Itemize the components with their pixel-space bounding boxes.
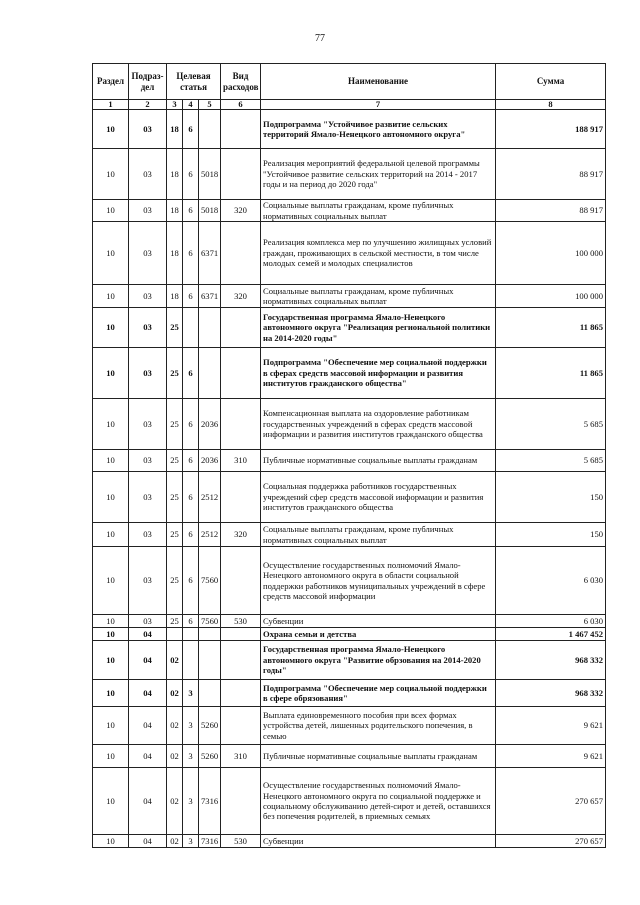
- podrazdel-cell: 04: [129, 628, 167, 641]
- celevaya-part1-cell: 25: [167, 348, 183, 399]
- celevaya-part1-cell: 25: [167, 399, 183, 450]
- podrazdel-cell: 04: [129, 707, 167, 745]
- razdel-cell: 10: [93, 348, 129, 399]
- razdel-cell: 10: [93, 285, 129, 308]
- celevaya-part3-cell: 2036: [199, 399, 221, 450]
- celevaya-part1-cell: 18: [167, 222, 183, 285]
- table-row: [93, 285, 606, 308]
- celevaya-part3-cell: 7316: [199, 768, 221, 835]
- vid-rashodov-cell: [221, 348, 261, 399]
- summa-cell: 88 917: [496, 149, 606, 200]
- summa-cell: 270 657: [496, 835, 606, 848]
- podrazdel-cell: 03: [129, 523, 167, 547]
- header-row: [93, 64, 606, 100]
- summa-cell: 150: [496, 472, 606, 523]
- celevaya-part1-cell: 18: [167, 110, 183, 149]
- naimenovanie-cell: Подпрограмма "Обеспечение мер социальной поддержки в сфере обрязования": [261, 680, 496, 707]
- razdel-cell: 10: [93, 149, 129, 200]
- naimenovanie-cell: Публичные нормативные социальные выплаты гражданам: [261, 450, 496, 472]
- table-row: [93, 835, 606, 848]
- table-row: [93, 399, 606, 450]
- vid-rashodov-cell: 320: [221, 523, 261, 547]
- summa-cell: 188 917: [496, 110, 606, 149]
- podrazdel-cell: 03: [129, 285, 167, 308]
- celevaya-part2-cell: [183, 641, 199, 680]
- table-row: [93, 707, 606, 745]
- celevaya-part2-cell: 6: [183, 348, 199, 399]
- vid-rashodov-cell: 320: [221, 200, 261, 222]
- summa-cell: 5 685: [496, 399, 606, 450]
- column-number: 8: [496, 100, 606, 110]
- razdel-cell: 10: [93, 628, 129, 641]
- razdel-cell: 10: [93, 450, 129, 472]
- vid-rashodov-cell: [221, 399, 261, 450]
- column-number: 7: [261, 100, 496, 110]
- naimenovanie-cell: Социальные выплаты гражданам, кроме публичных нормативных социальных выплат: [261, 285, 496, 308]
- column-number: 3: [167, 100, 183, 110]
- table-row: [93, 768, 606, 835]
- naimenovanie-cell: Охрана семьи и детства: [261, 628, 496, 641]
- summa-cell: 150: [496, 523, 606, 547]
- razdel-cell: 10: [93, 399, 129, 450]
- razdel-cell: 10: [93, 472, 129, 523]
- naimenovanie-cell: Социальные выплаты гражданам, кроме публичных нормативных социальных выплат: [261, 523, 496, 547]
- summa-cell: 100 000: [496, 285, 606, 308]
- razdel-cell: 10: [93, 200, 129, 222]
- celevaya-part3-cell: 5260: [199, 745, 221, 768]
- naimenovanie-cell: Выплата единовременного пособия при всех формах устройства детей, лишенных родительского попечения, в семью: [261, 707, 496, 745]
- celevaya-part3-cell: 6371: [199, 285, 221, 308]
- celevaya-part3-cell: 5018: [199, 149, 221, 200]
- podrazdel-cell: 03: [129, 200, 167, 222]
- celevaya-part2-cell: 6: [183, 285, 199, 308]
- celevaya-part2-cell: 6: [183, 547, 199, 615]
- header-vid-rashodov: Вид расходов: [221, 64, 261, 100]
- razdel-cell: 10: [93, 768, 129, 835]
- summa-cell: 6 030: [496, 547, 606, 615]
- razdel-cell: 10: [93, 615, 129, 628]
- celevaya-part3-cell: [199, 348, 221, 399]
- summa-cell: 5 685: [496, 450, 606, 472]
- razdel-cell: 10: [93, 835, 129, 848]
- summa-cell: 88 917: [496, 200, 606, 222]
- vid-rashodov-cell: [221, 308, 261, 348]
- celevaya-part1-cell: 02: [167, 680, 183, 707]
- vid-rashodov-cell: [221, 641, 261, 680]
- naimenovanie-cell: Государственная программа Ямало-Ненецкого автономного округа "Реализация региональной политики на 2014-2020 годы": [261, 308, 496, 348]
- vid-rashodov-cell: [221, 472, 261, 523]
- celevaya-part1-cell: 25: [167, 523, 183, 547]
- razdel-cell: 10: [93, 523, 129, 547]
- razdel-cell: 10: [93, 641, 129, 680]
- vid-rashodov-cell: 530: [221, 615, 261, 628]
- celevaya-part3-cell: [199, 110, 221, 149]
- naimenovanie-cell: Подпрограмма "Устойчивое развитие сельских территорий Ямало-Ненецкого автономного округа": [261, 110, 496, 149]
- vid-rashodov-cell: 310: [221, 745, 261, 768]
- podrazdel-cell: 03: [129, 547, 167, 615]
- table-row: [93, 222, 606, 285]
- podrazdel-cell: 03: [129, 348, 167, 399]
- celevaya-part2-cell: 6: [183, 615, 199, 628]
- table-row: [93, 200, 606, 222]
- celevaya-part2-cell: 6: [183, 450, 199, 472]
- summa-cell: 11 865: [496, 348, 606, 399]
- celevaya-part1-cell: 02: [167, 835, 183, 848]
- table-row: [93, 628, 606, 641]
- column-number: 6: [221, 100, 261, 110]
- celevaya-part3-cell: 5260: [199, 707, 221, 745]
- celevaya-part3-cell: [199, 628, 221, 641]
- table-row: [93, 641, 606, 680]
- podrazdel-cell: 03: [129, 399, 167, 450]
- vid-rashodov-cell: [221, 149, 261, 200]
- table-row: [93, 450, 606, 472]
- header-naimenovanie: Наименование: [261, 64, 496, 100]
- celevaya-part1-cell: 02: [167, 768, 183, 835]
- column-number: 1: [93, 100, 129, 110]
- razdel-cell: 10: [93, 707, 129, 745]
- table-row: [93, 615, 606, 628]
- celevaya-part2-cell: 6: [183, 472, 199, 523]
- naimenovanie-cell: Субвенции: [261, 835, 496, 848]
- naimenovanie-cell: Публичные нормативные социальные выплаты гражданам: [261, 745, 496, 768]
- razdel-cell: 10: [93, 222, 129, 285]
- summa-cell: 6 030: [496, 615, 606, 628]
- celevaya-part3-cell: 2036: [199, 450, 221, 472]
- summa-cell: 100 000: [496, 222, 606, 285]
- naimenovanie-cell: Реализация мероприятий федеральной целевой программы "Устойчивое развитие сельских территорий на 2014 - 2017 годы и на период до 2020 года": [261, 149, 496, 200]
- naimenovanie-cell: Подпрограмма "Обеспечение мер социальной поддержки в сферах средств массовой информации и развития институтов гражданского общества": [261, 348, 496, 399]
- podrazdel-cell: 04: [129, 745, 167, 768]
- vid-rashodov-cell: 530: [221, 835, 261, 848]
- vid-rashodov-cell: [221, 628, 261, 641]
- podrazdel-cell: 03: [129, 149, 167, 200]
- header-celevaya-statya: Целевая статья: [167, 64, 221, 100]
- celevaya-part2-cell: 3: [183, 680, 199, 707]
- celevaya-part3-cell: [199, 680, 221, 707]
- podrazdel-cell: 04: [129, 835, 167, 848]
- celevaya-part2-cell: 3: [183, 745, 199, 768]
- naimenovanie-cell: Осуществление государственных полномочий Ямало-Ненецкого автономного округа в области социальной поддержки работников муниципальных учреждений в сфере средств массовой информации: [261, 547, 496, 615]
- celevaya-part1-cell: 25: [167, 547, 183, 615]
- summa-cell: 1 467 452: [496, 628, 606, 641]
- celevaya-part1-cell: 02: [167, 745, 183, 768]
- table-body: [93, 110, 606, 848]
- celevaya-part1-cell: 02: [167, 707, 183, 745]
- vid-rashodov-cell: 320: [221, 285, 261, 308]
- summa-cell: 968 332: [496, 641, 606, 680]
- celevaya-part2-cell: 6: [183, 523, 199, 547]
- podrazdel-cell: 03: [129, 450, 167, 472]
- summa-cell: 9 621: [496, 745, 606, 768]
- podrazdel-cell: 03: [129, 615, 167, 628]
- celevaya-part1-cell: 25: [167, 615, 183, 628]
- header-podrazdel: Подраз-дел: [129, 64, 167, 100]
- table-row: [93, 745, 606, 768]
- column-number-row: [93, 100, 606, 110]
- podrazdel-cell: 03: [129, 222, 167, 285]
- celevaya-part1-cell: 25: [167, 308, 183, 348]
- header-summa: Сумма: [496, 64, 606, 100]
- summa-cell: 9 621: [496, 707, 606, 745]
- celevaya-part2-cell: 6: [183, 149, 199, 200]
- summa-cell: 11 865: [496, 308, 606, 348]
- column-number: 5: [199, 100, 221, 110]
- celevaya-part2-cell: 6: [183, 222, 199, 285]
- naimenovanie-cell: Государственная программа Ямало-Ненецкого автономного округа "Развитие обрзования на 2014-2020 годы": [261, 641, 496, 680]
- celevaya-part1-cell: 18: [167, 200, 183, 222]
- table-row: [93, 348, 606, 399]
- celevaya-part3-cell: 6371: [199, 222, 221, 285]
- razdel-cell: 10: [93, 680, 129, 707]
- vid-rashodov-cell: [221, 222, 261, 285]
- naimenovanie-cell: Социальные выплаты гражданам, кроме публичных нормативных социальных выплат: [261, 200, 496, 222]
- celevaya-part2-cell: 6: [183, 110, 199, 149]
- razdel-cell: 10: [93, 547, 129, 615]
- celevaya-part1-cell: 25: [167, 472, 183, 523]
- celevaya-part3-cell: 7560: [199, 547, 221, 615]
- naimenovanie-cell: Субвенции: [261, 615, 496, 628]
- podrazdel-cell: 03: [129, 472, 167, 523]
- celevaya-part2-cell: 3: [183, 835, 199, 848]
- podrazdel-cell: 04: [129, 680, 167, 707]
- table-row: [93, 149, 606, 200]
- budget-table: [92, 63, 606, 848]
- table-row: [93, 680, 606, 707]
- header-razdel: Раздел: [93, 64, 129, 100]
- celevaya-part2-cell: [183, 308, 199, 348]
- vid-rashodov-cell: [221, 547, 261, 615]
- podrazdel-cell: 03: [129, 308, 167, 348]
- naimenovanie-cell: Реализация комплекса мер по улучшению жилищных условий граждан, проживающих в сельской местности, в том числе молодых семей и молодых специалистов: [261, 222, 496, 285]
- summa-cell: 968 332: [496, 680, 606, 707]
- vid-rashodov-cell: [221, 110, 261, 149]
- celevaya-part3-cell: 2512: [199, 472, 221, 523]
- celevaya-part1-cell: 25: [167, 450, 183, 472]
- razdel-cell: 10: [93, 745, 129, 768]
- column-number: 2: [129, 100, 167, 110]
- celevaya-part3-cell: 7316: [199, 835, 221, 848]
- celevaya-part3-cell: 7560: [199, 615, 221, 628]
- table-row: [93, 308, 606, 348]
- celevaya-part2-cell: 3: [183, 707, 199, 745]
- celevaya-part3-cell: [199, 641, 221, 680]
- page-number: 77: [315, 33, 325, 44]
- celevaya-part3-cell: 2512: [199, 523, 221, 547]
- table-row: [93, 472, 606, 523]
- table-row: [93, 547, 606, 615]
- razdel-cell: 10: [93, 308, 129, 348]
- celevaya-part1-cell: 18: [167, 149, 183, 200]
- column-number: 4: [183, 100, 199, 110]
- celevaya-part2-cell: 6: [183, 399, 199, 450]
- vid-rashodov-cell: [221, 768, 261, 835]
- podrazdel-cell: 03: [129, 110, 167, 149]
- table-row: [93, 110, 606, 149]
- celevaya-part1-cell: 18: [167, 285, 183, 308]
- vid-rashodov-cell: [221, 707, 261, 745]
- vid-rashodov-cell: [221, 680, 261, 707]
- celevaya-part3-cell: [199, 308, 221, 348]
- naimenovanie-cell: Социальная поддержка работников государственных учреждений сфер средств массовой информации и развития институтов гражданского общества: [261, 472, 496, 523]
- celevaya-part1-cell: [167, 628, 183, 641]
- razdel-cell: 10: [93, 110, 129, 149]
- celevaya-part2-cell: 3: [183, 768, 199, 835]
- vid-rashodov-cell: 310: [221, 450, 261, 472]
- naimenovanie-cell: Компенсационная выплата на оздоровление работникам государственных учреждений в сферах средств массовой информации и развития институтов гражданского общества: [261, 399, 496, 450]
- podrazdel-cell: 04: [129, 641, 167, 680]
- celevaya-part1-cell: 02: [167, 641, 183, 680]
- table-row: [93, 523, 606, 547]
- summa-cell: 270 657: [496, 768, 606, 835]
- podrazdel-cell: 04: [129, 768, 167, 835]
- celevaya-part2-cell: [183, 628, 199, 641]
- naimenovanie-cell: Осуществление государственных полномочий Ямало-Ненецкого автономного округа по социальной поддержке и социальному обслуживанию детей-сирот и детей, оставшихся без попечения родителей, в приемных семьях: [261, 768, 496, 835]
- celevaya-part2-cell: 6: [183, 200, 199, 222]
- celevaya-part3-cell: 5018: [199, 200, 221, 222]
